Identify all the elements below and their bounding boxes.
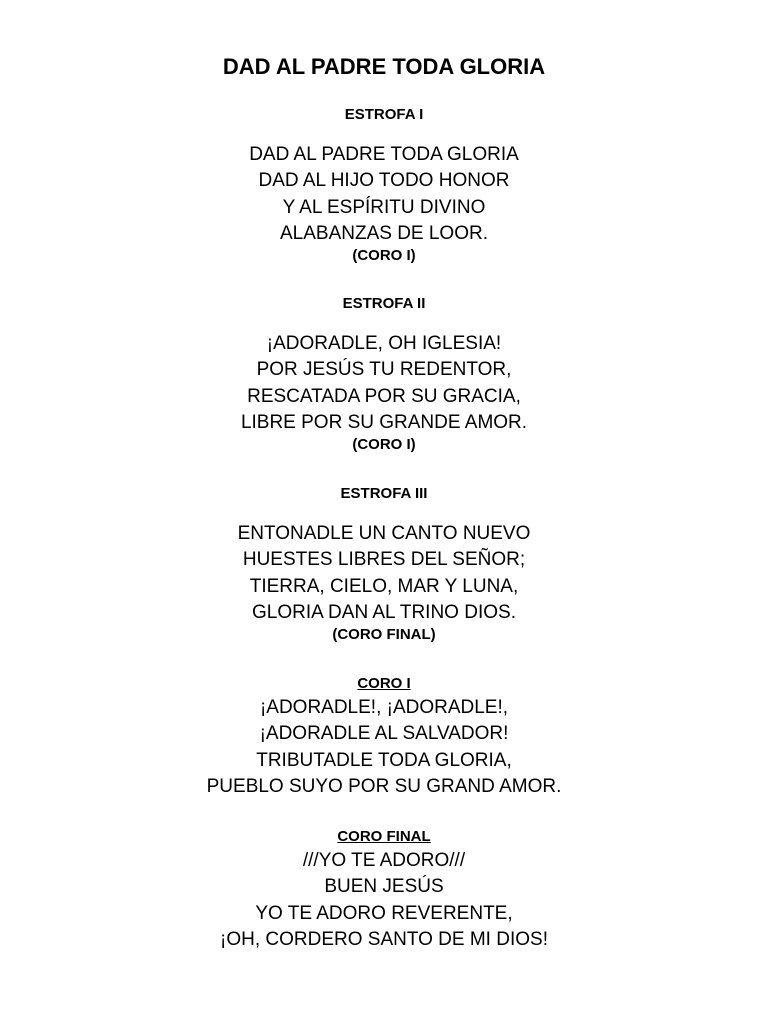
chorus-reference: (CORO I) (352, 436, 416, 454)
verse-line: YO TE ADORO REVERENTE, (255, 902, 513, 924)
chorus-reference: (CORO I) (352, 247, 416, 265)
verse-line: GLORIA DAN AL TRINO DIOS. (252, 601, 516, 623)
chorus-lines (0, 695, 768, 800)
stanza-1 (0, 106, 768, 265)
chorus-heading: CORO FINAL (337, 828, 431, 845)
verse-line: HUESTES LIBRES DEL SEÑOR; (242, 549, 526, 571)
verse-line: PUEBLO SUYO POR SU GRAND AMOR. (206, 775, 562, 797)
verse-line: DAD AL PADRE TODA GLORIA (249, 144, 519, 165)
stanza-2 (0, 295, 768, 454)
stanza-lines (0, 331, 768, 436)
page-title: DAD AL PADRE TODA GLORIA (222, 54, 546, 79)
chorus-reference: (CORO FINAL) (332, 626, 436, 644)
verse-line: TIERRA, CIELO, MAR Y LUNA, (249, 575, 519, 597)
verse-line: ENTONADLE UN CANTO NUEVO (237, 523, 531, 544)
verse-line: RESCATADA POR SU GRACIA, (247, 385, 521, 407)
verse-line: ¡ADORADLE!, ¡ADORADLE!, (259, 697, 509, 718)
verse-line: ¡ADORADLE AL SALVADOR! (259, 723, 509, 745)
verse-line: ALABANZAS DE LOOR. (279, 222, 488, 244)
verse-line: POR JESÚS TU REDENTOR, (256, 359, 512, 381)
verse-line: LIBRE POR SU GRANDE AMOR. (240, 411, 528, 433)
stanza-heading: ESTROFA I (344, 106, 424, 123)
verse-line: Y AL ESPÍRITU DIVINO (282, 196, 486, 218)
verse-line: ¡OH, CORDERO SANTO DE MI DIOS! (220, 928, 548, 950)
stanza-heading: ESTROFA II (342, 295, 426, 312)
verse-line: ///YO TE ADORO/// (302, 850, 466, 871)
stanza-lines (0, 521, 768, 626)
stanza-lines (0, 142, 768, 247)
verse-line: BUEN JESÚS (324, 876, 444, 898)
chorus-heading: CORO I (357, 675, 411, 692)
stanza-heading: ESTROFA III (340, 485, 428, 502)
chorus-1 (0, 675, 768, 800)
chorus-final (0, 828, 768, 953)
chorus-lines (0, 848, 768, 953)
verse-line: DAD AL HIJO TODO HONOR (258, 170, 510, 192)
verse-line: ¡ADORADLE, OH IGLESIA! (266, 333, 502, 354)
verse-line: TRIBUTADLE TODA GLORIA, (256, 749, 512, 771)
stanza-3 (0, 485, 768, 644)
